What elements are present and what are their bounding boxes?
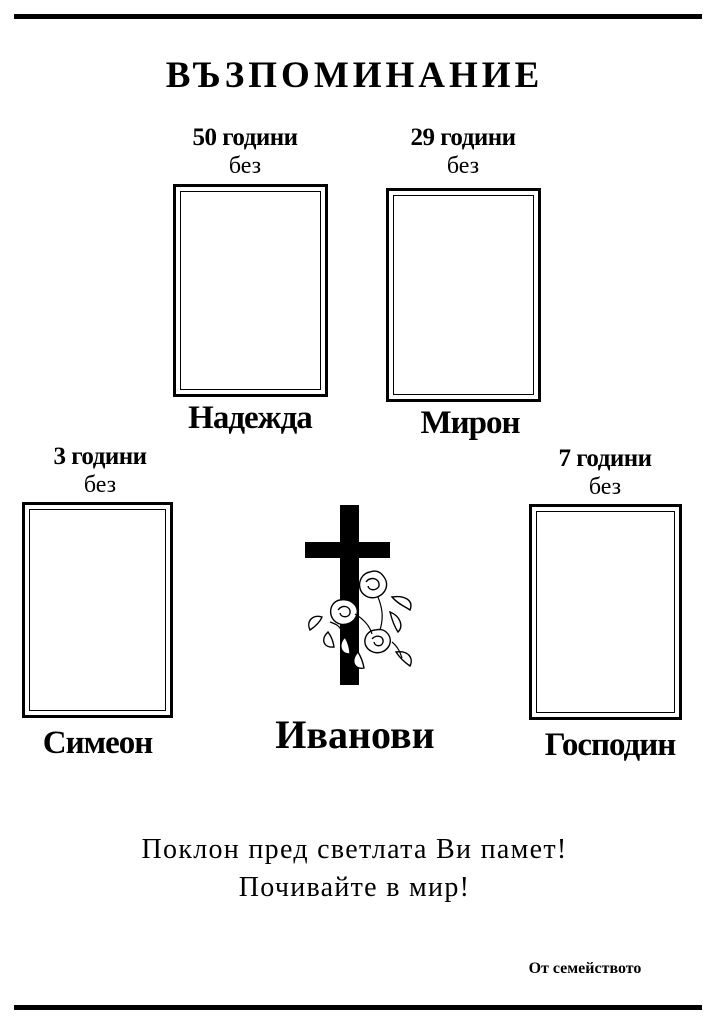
person-name: Надежда	[188, 400, 312, 436]
person-years: 50 години	[192, 124, 298, 151]
person-years: 29 години	[410, 124, 516, 151]
family-name: Иванови	[275, 712, 435, 757]
photo-frame	[529, 504, 682, 720]
page-title: ВЪЗПОМИНАНИЕ	[165, 55, 544, 96]
motto-line-2: Почивайте в мир!	[238, 872, 471, 903]
person-without: без	[446, 153, 480, 179]
person-without: без	[83, 472, 117, 498]
bottom-border-rule	[14, 1005, 702, 1010]
motto-line-1: Поклон пред светлата Ви памет!	[141, 834, 568, 865]
photo-frame	[22, 502, 173, 718]
cross-with-roses-icon	[300, 502, 425, 687]
top-border-rule	[14, 14, 702, 19]
photo-frame	[386, 188, 541, 402]
person-years: 7 години	[558, 445, 652, 472]
person-without: без	[588, 474, 622, 500]
person-without: без	[228, 153, 262, 179]
person-name: Мирон	[420, 405, 520, 441]
person-name: Симеон	[42, 725, 153, 761]
photo-frame	[173, 184, 328, 397]
signature: От семейството	[528, 960, 642, 977]
person-years: 3 години	[53, 443, 147, 470]
person-name: Господин	[544, 727, 676, 763]
